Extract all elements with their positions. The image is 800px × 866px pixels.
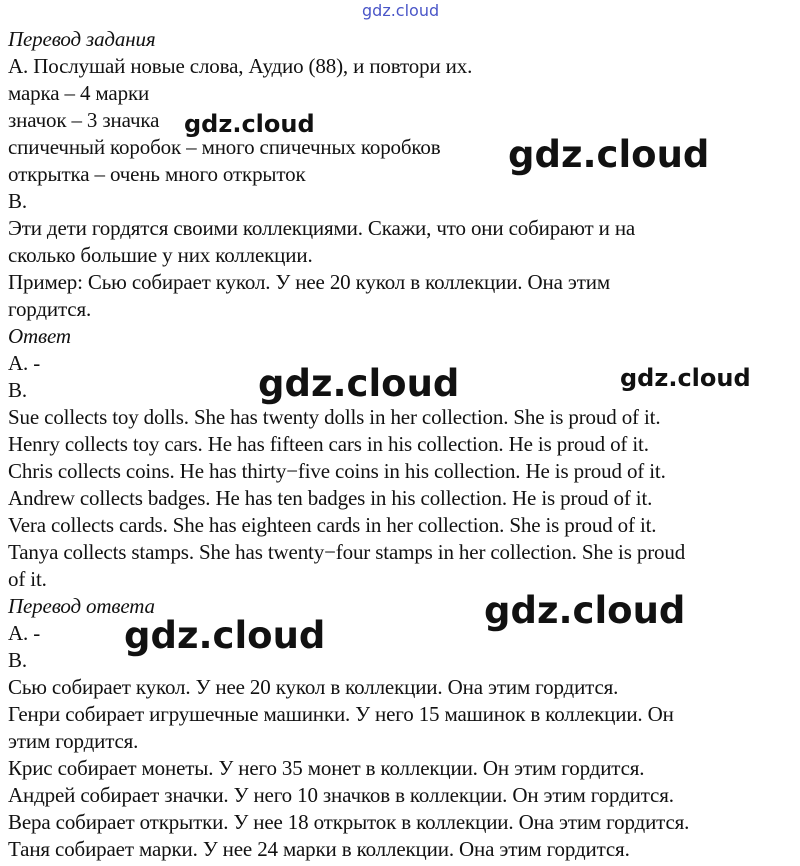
word-item: значок – 3 значка — [8, 108, 160, 132]
answer-translation-line: Генри собирает игрушечные машинки. У него 15 машинок в коллекции. Он — [8, 702, 674, 726]
answer-line: Sue collects toy dolls. She has twenty dolls in her collection. She is proud of it. — [8, 405, 661, 429]
answer-translation-line: Таня собирает марки. У нее 24 марки в коллекции. Она этим гордится. — [8, 837, 630, 861]
answer-line: of it. — [8, 567, 47, 591]
task-b-instruction: сколько большие у них коллекции. — [8, 243, 313, 267]
answer-translation-line: Крис собирает монеты. У него 35 монет в коллекции. Он этим гордится. — [8, 756, 645, 780]
answer-translation-heading: Перевод ответа — [8, 594, 155, 618]
word-item: марка – 4 марки — [8, 81, 150, 105]
task-a-instruction: А. Послушай новые слова, Аудио (88), и повтори их. — [8, 54, 473, 78]
word-item: спичечный коробок – много спичечных коробков — [8, 135, 441, 159]
answer-translation-line: Сью собирает кукол. У нее 20 кукол в коллекции. Она этим гордится. — [8, 675, 619, 699]
answer-translation-line: Андрей собирает значки. У него 10 значков в коллекции. Он этим гордится. — [8, 783, 674, 807]
answer-translation-line: Вера собирает открытки. У нее 18 открыток в коллекции. Она этим гордится. — [8, 810, 690, 834]
word-item: открытка – очень много открыток — [8, 162, 306, 186]
task-example: гордится. — [8, 297, 92, 321]
answer-line: Andrew collects badges. He has ten badges in his collection. He is proud of it. — [8, 486, 653, 510]
answer-line: Henry collects toy cars. He has fifteen cars in his collection. He is proud of it. — [8, 432, 649, 456]
answer-b: B. — [8, 378, 27, 402]
answer-translation-line: этим гордится. — [8, 729, 139, 753]
task-translation-heading: Перевод задания — [8, 27, 156, 51]
answer-translation-a: А. - — [8, 621, 41, 645]
watermark: gdz.cloud — [258, 362, 460, 405]
watermark: gdz.cloud — [184, 110, 315, 138]
watermark: gdz.cloud — [620, 364, 751, 392]
task-b-instruction: Эти дети гордятся своими коллекциями. Скажи, что они собирают и на — [8, 216, 636, 240]
watermark: gdz.cloud — [484, 589, 686, 632]
answer-heading: Ответ — [8, 324, 71, 348]
answer-line: Tanya collects stamps. She has twenty−four stamps in her collection. She is proud — [8, 540, 686, 564]
task-b-label: В. — [8, 189, 27, 213]
answer-line: Chris collects coins. He has thirty−five coins in his collection. He is proud of it. — [8, 459, 666, 483]
watermark: gdz.cloud — [508, 133, 710, 176]
answer-line: Vera collects cards. She has eighteen cards in her collection. She is proud of it. — [8, 513, 657, 537]
watermark-top: gdz.cloud — [362, 1, 440, 20]
task-example: Пример: Сью собирает кукол. У нее 20 кукол в коллекции. Она этим — [8, 270, 610, 294]
answer-translation-b: В. — [8, 648, 27, 672]
answer-a: A. - — [8, 351, 41, 375]
watermark: gdz.cloud — [124, 614, 326, 657]
